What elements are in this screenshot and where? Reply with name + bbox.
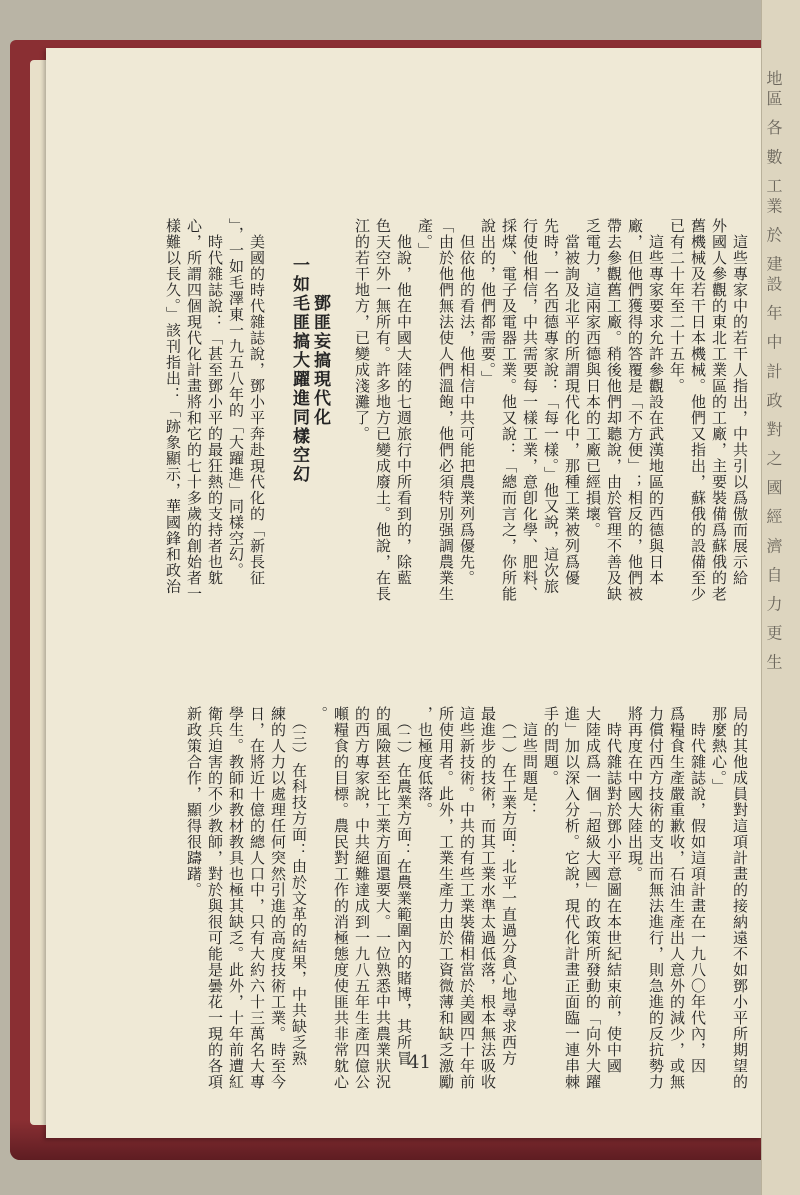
top-text-column — [267, 218, 288, 675]
bottom-text-column: 這些新技術。中共的有些工業裝備相當於美國四十年前 — [458, 706, 476, 1090]
top-text-column: 美國的時代雜誌說，鄧小平奔赴現代化的「新長征 — [248, 218, 266, 586]
top-text-column: 舊機械及若干日本機械。他們又指出，蘇俄的設備至少 — [689, 218, 707, 602]
facing-page-edge — [761, 0, 800, 1195]
bottom-text-column: 手的問題。 — [542, 706, 560, 786]
top-text-column: 採煤、電子及電器工業。他又說：「總而言之，你所能 — [500, 218, 518, 602]
bottom-text-column: 那麼熱心。」 — [710, 706, 728, 795]
bottom-text-column: 時代雜誌對於鄧小平意圖在本世紀結束前，使中國 — [605, 706, 623, 1074]
bottom-text-column: 學生。教師和教材教具也極其缺乏。此外，十年前遭紅 — [227, 706, 245, 1090]
top-text-column: 他說，他在中國大陸的七週旅行中所看到的，除藍 — [395, 218, 413, 586]
bottom-text-column: （一）在工業方面：北平一直過分貪心地尋求西方 — [500, 706, 518, 1067]
top-text-block — [162, 218, 750, 675]
bottom-text-column: （二）在農業方面：在農業範圍內的賭博，其所冒 — [395, 706, 413, 1067]
bottom-text-column: 局的其他成員對這項計畫的接納遠不如鄧小平所期望的 — [731, 706, 749, 1090]
top-text-column: 行使他相信，中共需要每一樣工業，意卽化學、肥料、 — [521, 218, 539, 602]
top-text-column: 一如毛匪搞大躍進同樣空幻 — [289, 218, 309, 484]
bottom-text-column: 的西方專家說，中共絕難達成到一九八五年生產四億公 — [353, 706, 371, 1090]
bottom-text-column: 大陸成爲一個「超級大國」的政策所發動的「向外大躍 — [584, 706, 602, 1090]
bottom-text-column: 所使用者。此外，工業生產力由於工資微薄和缺乏激勵 — [437, 706, 455, 1090]
bottom-text-column: （三）在科技方面：由於文革的結果，中共缺乏熟 — [290, 706, 308, 1067]
top-text-column: 這些專家要求允許參觀設在武漢地區的西德與日本 — [647, 218, 665, 586]
bottom-text-block — [183, 706, 750, 1138]
top-text-column: 產。」 — [416, 218, 434, 259]
bottom-text-column: 練的人力以處理任何突然引進的高度技術工業。時至今 — [269, 706, 287, 1090]
bottom-text-column: 時代雜誌說，假如這項計畫在一九八〇年代內，因 — [689, 706, 707, 1074]
top-text-column: 外國人參觀的東北工業區的工廠，主要裝備爲蘇俄的老 — [710, 218, 728, 602]
bottom-text-column: 這些問題是： — [521, 706, 539, 818]
bottom-text-column: 日，在將近十億的總人口中，只有大約六十三萬名大專 — [248, 706, 266, 1090]
bottom-text-column: 。 — [311, 706, 329, 722]
top-text-column: 當被詢及北平的所謂現代化中，那種工業被列爲優 — [563, 218, 581, 586]
bottom-text-column: 爲糧食生產嚴重歉收，石油生產出人意外的減少，或無 — [668, 706, 686, 1090]
top-text-column: 」，一如毛澤東一九五八年的「大躍進」同樣空幻。 — [227, 218, 245, 579]
bottom-text-column: 最進步的技術，而其工業水準太過低落，根本無法吸收 — [479, 706, 497, 1090]
top-text-column: 先時，一名西德專家說：「每一樣。」他又說，這次旅 — [542, 218, 560, 595]
top-text-column: 江的若干地方，已變成淺灘了。 — [353, 218, 371, 442]
top-text-column: 「由於他們無法使人們溫飽，他們必須特別强調農業生 — [437, 218, 455, 602]
bottom-text-column: ，也極度低落。 — [416, 706, 434, 818]
top-text-column: 色天空外一無所有。許多地方已變成廢土。他說，在長 — [374, 218, 392, 602]
bottom-text-column: 將再度在中國大陸出現。 — [626, 706, 644, 882]
top-text-column — [330, 218, 351, 675]
bottom-text-column: 的風險甚至比工業方面還要大。一位熟悉中共農業狀況 — [374, 706, 392, 1090]
bottom-text-column: 噸糧食的目標。農民對工作的消極態度使匪共非常躭心 — [332, 706, 350, 1090]
bottom-text-column: 衛兵迫害的不少教師，對於與很可能是曇花一現的各項 — [206, 706, 224, 1090]
top-text-column: 樣難以長久。」該刊指出：「跡象顯示，華國鋒和政治 — [164, 218, 182, 595]
top-text-column: 說出的，他們都需要。」 — [479, 218, 497, 387]
top-text-column: 已有二十年至二十五年。 — [668, 218, 686, 394]
top-text-column: 時代雜誌說：「甚至鄧小平的最狂熱的支持者也躭 — [206, 218, 224, 586]
top-text-column: 但依他的看法，他相信中共可能把農業列爲優先。 — [458, 218, 476, 586]
top-text-column: 這些專家中的若干人指出，中共引以爲傲而展示給 — [731, 218, 749, 586]
top-text-column: 心，所謂四個現代化計畫將和它的七十多歲的創始者一 — [185, 218, 203, 602]
top-text-column: 廠，但他們獲得的答覆是「不方便」；相反的，他們被 — [626, 218, 644, 602]
facing-page-text: 地區 各 數 工業 於 建設 年 中 計 政 對 之 國 經 濟 自 力 更 生 — [764, 70, 783, 674]
top-text-column: 鄧匪妄搞現代化 — [310, 218, 330, 427]
bottom-text-column: 力償付西方技術的支出而無法進行，則急進的反抗勢力 — [647, 706, 665, 1090]
bottom-text-column: 進」加以深入分析。它說，現代化計畫正面臨一連串棘 — [563, 706, 581, 1090]
top-text-column: 乏電力，這兩家西德與日本的工廠已經損壞。 — [584, 218, 602, 538]
book-page — [46, 48, 762, 1138]
bottom-text-column: 新政策合作，顯得很躊躇。 — [185, 706, 203, 898]
page-number: 41 — [408, 1052, 431, 1073]
top-text-column: 帶去參觀舊工廠。稍後他們却聽說，由於管理不善及缺 — [605, 218, 623, 602]
